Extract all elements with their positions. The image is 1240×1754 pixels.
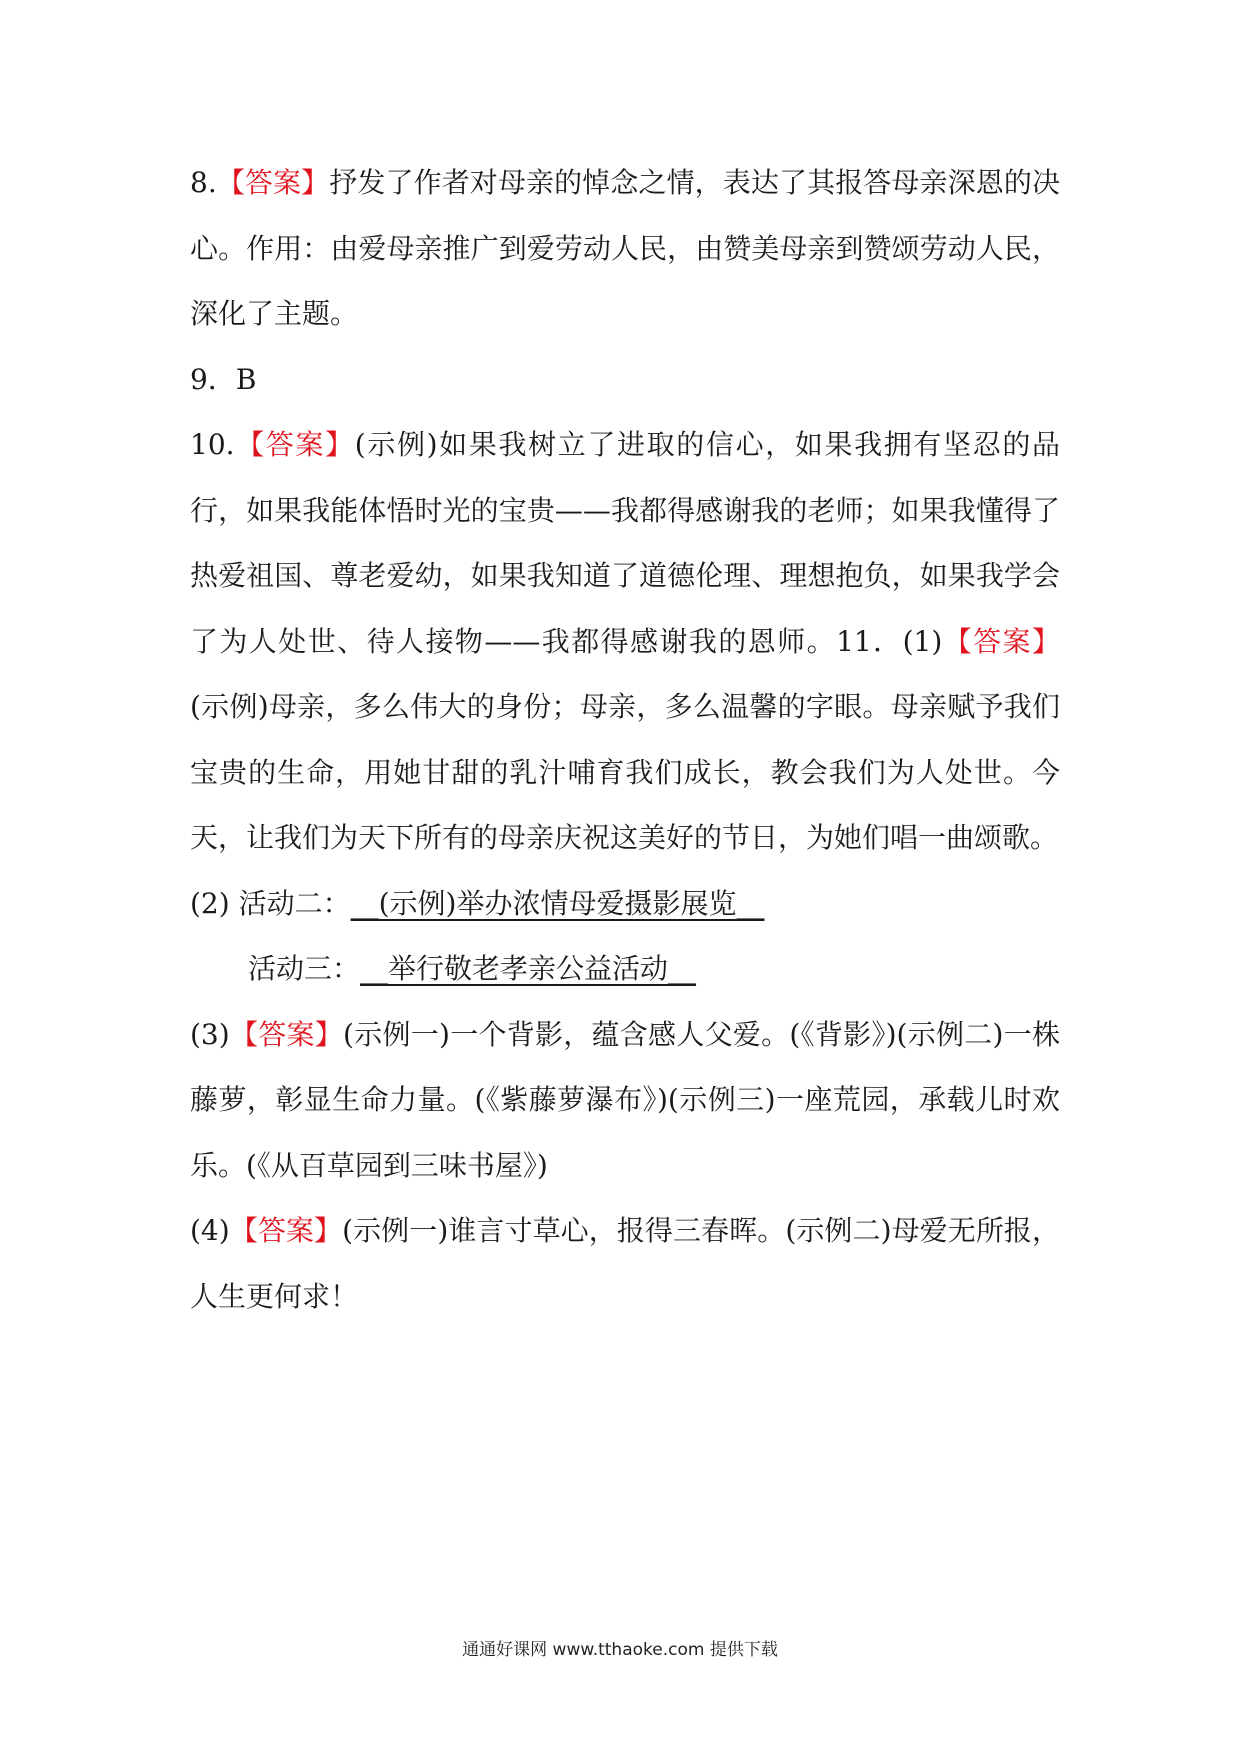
answer-tag: 【答案】: [229, 1017, 344, 1051]
answer-11-1-text: (示例)母亲，多么伟大的身份；母亲，多么温馨的字眼。母亲赋予我们宝贵的生命，用她甘甜的乳汁哺育我们成长，教会我们为人处世。今天，让我们为天下所有的母亲庆祝这美好的节日，为她们唱一曲颂歌。: [190, 690, 1060, 854]
activity-answer: __(示例)举办浓情母爱摄影展览__: [350, 886, 765, 920]
activity-answer: __举行敬老孝亲公益活动__: [360, 952, 697, 985]
question-number: (4): [190, 1214, 230, 1247]
question-number: (3): [190, 1017, 230, 1051]
question-number: (2): [190, 886, 230, 920]
answer-8: [190, 150, 1060, 347]
answer-tag: 【答案】: [942, 624, 1060, 658]
answer-tag: 【答案】: [216, 166, 330, 199]
answer-11-2-line1: [190, 871, 1060, 937]
answer-tag: 【答案】: [234, 428, 355, 461]
activity-label: 活动三：: [248, 952, 361, 985]
question-number: 8.: [190, 166, 217, 199]
page-footer: 通通好课网 www.tthaoke.com 提供下载: [462, 1640, 778, 1660]
answer-9: 9．B: [190, 362, 257, 396]
answer-11-2-line2: [190, 936, 1060, 1002]
activity-label: 活动二：: [238, 886, 351, 920]
answer-text: (示例)如果我树立了进取的信心，如果我拥有坚忍的品行，如果我能体悟时光的宝贵——我都得感谢我的老师；如果我懂得了热爱祖国、尊老爱幼，如果我知道了道德伦理、理想抱负，如果我学会了为人处世、待人接物——我都得感谢我的恩师。: [190, 428, 1060, 658]
answer-11-3: [190, 1002, 1060, 1199]
question-11-number: 11．(1): [836, 624, 943, 658]
answer-sheet: [190, 150, 1060, 1329]
question-number: 10.: [190, 428, 235, 461]
answer-tag: 【答案】: [229, 1214, 343, 1247]
answer-text: (示例一)一个背影，蕴含感人父爱。(《背影》)(示例二)一株藤萝，彰显生命力量。(《紫藤萝瀑布》)(示例三)一座荒园，承载儿时欢乐。(《从百草园到三味书屋》): [190, 1017, 1060, 1182]
answer-10: [190, 412, 1060, 871]
answer-text: (示例一)谁言寸草心，报得三春晖。(示例二)母爱无所报，人生更何求！: [190, 1214, 1060, 1313]
answer-11-4: [190, 1198, 1060, 1329]
answer-text: 抒发了作者对母亲的悼念之情，表达了其报答母亲深恩的决心。作用：由爱母亲推广到爱劳动人民，由赞美母亲到赞颂劳动人民，深化了主题。: [190, 166, 1060, 330]
